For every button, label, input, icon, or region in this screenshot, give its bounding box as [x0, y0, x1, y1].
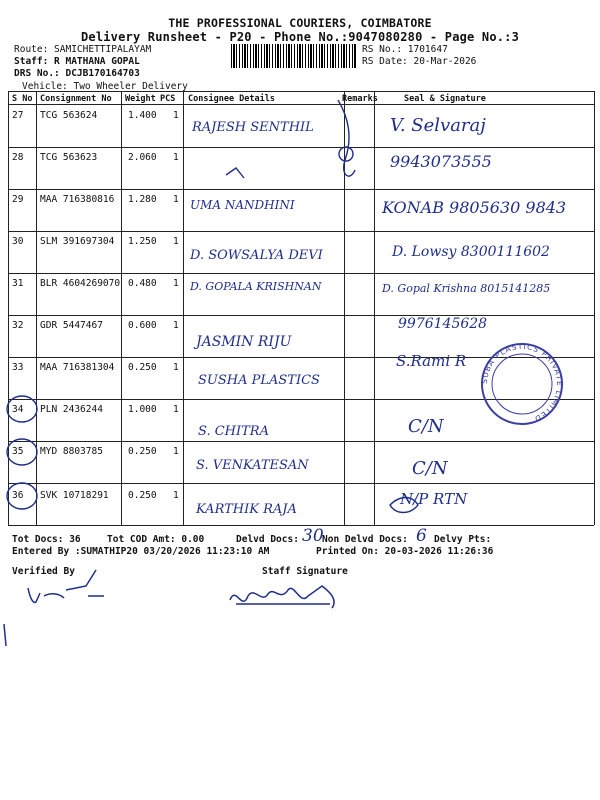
seal-signature-handwriting: D. Gopal Krishna 8015141285	[382, 282, 551, 295]
row-sno: 31	[12, 278, 24, 289]
delvd-docs-label: Delvd Docs:	[236, 534, 299, 545]
row-sno: 36	[12, 490, 24, 501]
row-consignment: MYD 8803785	[40, 446, 103, 457]
seal-signature-handwriting: C/N	[408, 416, 444, 437]
row-consignment: SVK 10718291	[40, 490, 109, 501]
row-weight: 1.000	[128, 404, 157, 415]
seal-signature-handwriting: D. Lowsy 8300111602	[392, 244, 550, 260]
seal-signature-handwriting: N/P RTN	[400, 490, 468, 508]
consignee-handwriting: SUSHA PLASTICS	[198, 373, 320, 388]
staff-label: Staff: R MATHANA GOPAL	[14, 56, 140, 67]
row-consignment: TCG 563623	[40, 152, 98, 163]
company-stamp	[480, 342, 564, 424]
non-delvd-handwriting: 6	[416, 526, 427, 546]
verified-by-label: Verified By	[12, 566, 75, 577]
seal-signature-handwriting: KONAB 9805630 9843	[382, 198, 567, 217]
row-weight: 0.600	[128, 320, 157, 331]
seal-signature-handwriting: 9943073555	[390, 152, 492, 171]
staff-signature-label: Staff Signature	[262, 566, 348, 577]
row-sno: 29	[12, 194, 24, 205]
row-sno: 28	[12, 152, 24, 163]
consignee-handwriting: D. SOWSALYA DEVI	[190, 248, 323, 263]
consignee-handwriting: RAJESH SENTHIL	[192, 120, 314, 135]
seal-signature-handwriting: 9976145628	[398, 316, 488, 332]
row-weight: 0.250	[128, 490, 157, 501]
row-sno: 35	[12, 446, 24, 457]
col-header-consignment: Consignment No	[40, 94, 112, 104]
row-consignment: GDR 5447467	[40, 320, 103, 331]
row-consignment: TCG 563624	[40, 110, 98, 121]
row-weight: 0.480	[128, 278, 157, 289]
col-header-remarks: Remarks	[342, 94, 378, 104]
row-sno: 33	[12, 362, 24, 373]
consignee-handwriting: JASMIN RIJU	[196, 334, 292, 350]
entered-by: Entered By :SUMATHIP20 03/20/2026 11:23:10 AM	[12, 546, 270, 557]
scribble-mark	[390, 498, 418, 513]
delivery-points: Delvy Pts:	[434, 534, 492, 545]
stamp-text: SUBA PLASTICS PRIVATE LIMITED	[479, 341, 565, 424]
staff-signature	[230, 586, 334, 608]
tot-cod-amount: Tot COD Amt: 0.00	[107, 534, 205, 545]
col-header-pcs: PCS	[160, 94, 176, 104]
col-header-sno: S No	[12, 94, 33, 104]
row-pcs: 1	[173, 490, 179, 501]
row-sno: 30	[12, 236, 24, 247]
row-pcs: 1	[173, 194, 179, 205]
pen-stroke	[4, 624, 6, 646]
col-header-seal: Seal & Signature	[404, 94, 486, 104]
runsheet-subtitle: Delivery Runsheet - P20 - Phone No.:9047080280 - Page No.:3	[80, 30, 520, 44]
delvd-docs-handwriting: 30	[302, 526, 324, 546]
row-pcs: 1	[173, 152, 179, 163]
row-consignment: MAA 716380816	[40, 194, 115, 205]
tot-docs: Tot Docs: 36	[12, 534, 81, 545]
row-pcs: 1	[173, 320, 179, 331]
circle-mark	[7, 483, 37, 509]
circle-mark	[7, 396, 37, 422]
row-weight: 2.060	[128, 152, 157, 163]
route-label: Route: SAMICHETTIPALAYAM	[14, 44, 152, 55]
rs-date: RS Date: 20-Mar-2026	[362, 56, 477, 67]
row-pcs: 1	[173, 362, 179, 373]
row-consignment: BLR 4604269070	[40, 278, 121, 289]
row-sno: 32	[12, 320, 24, 331]
consignee-handwriting: KARTHIK RAJA	[196, 502, 297, 517]
seal-signature-handwriting: V. Selvaraj	[390, 115, 486, 136]
row-pcs: 1	[173, 278, 179, 289]
row-weight: 0.250	[128, 446, 157, 457]
consignee-handwriting: S. CHITRA	[198, 424, 269, 439]
seal-signature-handwriting: C/N	[412, 458, 448, 479]
drs-number: DRS No.: DCJB170164703	[14, 68, 140, 79]
row-pcs: 1	[173, 446, 179, 457]
rs-number: RS No.: 1701647	[362, 44, 448, 55]
pen-stroke	[226, 168, 244, 178]
row-consignment: PLN 2436244	[40, 404, 103, 415]
row-weight: 1.280	[128, 194, 157, 205]
consignee-handwriting: UMA NANDHINI	[190, 198, 295, 212]
vehicle-label: Vehicle: Two Wheeler Delivery	[22, 81, 188, 92]
row-weight: 0.250	[128, 362, 157, 373]
company-title: THE PROFESSIONAL COURIERS, COIMBATORE	[168, 16, 432, 30]
row-pcs: 1	[173, 404, 179, 415]
col-header-consignee: Consignee Details	[188, 94, 275, 104]
printed-on: Printed On: 20-03-2026 11:26:36	[316, 546, 494, 557]
row-weight: 1.250	[128, 236, 157, 247]
row-sno: 27	[12, 110, 24, 121]
col-header-weight: Weight	[125, 94, 156, 104]
row-pcs: 1	[173, 110, 179, 121]
consignee-handwriting: S. VENKATESAN	[196, 458, 309, 473]
row-consignment: SLM 391697304	[40, 236, 115, 247]
row-sno: 34	[12, 404, 24, 415]
non-delvd-label: Non Delvd Docs:	[322, 534, 408, 545]
circle-mark	[7, 439, 37, 465]
row-pcs: 1	[173, 236, 179, 247]
consignee-handwriting: D. GOPALA KRISHNAN	[190, 280, 322, 293]
seal-signature-handwriting: S.Rami R	[396, 352, 467, 370]
pen-stroke	[338, 100, 355, 176]
row-weight: 1.400	[128, 110, 157, 121]
row-consignment: MAA 716381304	[40, 362, 115, 373]
